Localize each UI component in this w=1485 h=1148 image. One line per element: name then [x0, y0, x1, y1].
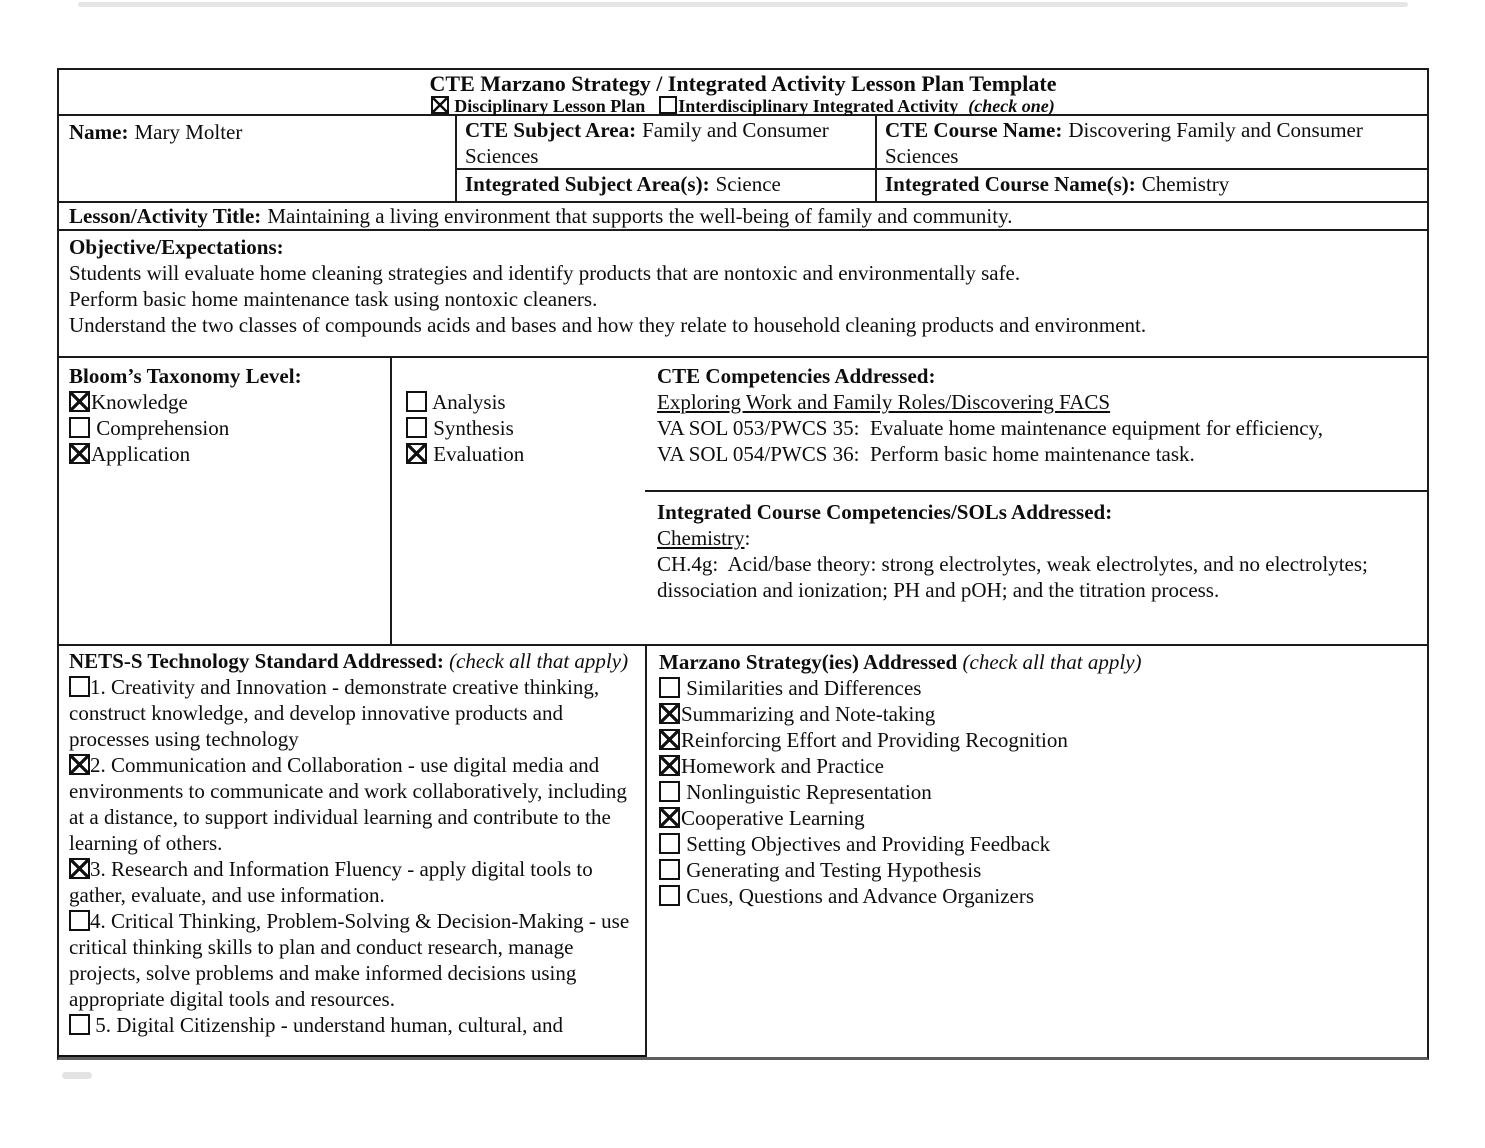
marzano-item-reinforcing	[659, 727, 1415, 753]
marzano-item-setting-objectives	[659, 831, 1415, 857]
cues-checkbox	[659, 885, 680, 906]
marzano-item-cues	[659, 883, 1415, 909]
scan-artifact-bottom	[62, 1072, 92, 1079]
info-right	[457, 116, 1427, 201]
objective-line: Perform basic home maintenance task using nontoxic cleaners.	[69, 287, 598, 311]
integrated-course-value: Chemistry	[1141, 172, 1230, 196]
similarities-checkbox	[659, 677, 680, 698]
application-checkbox	[69, 443, 90, 464]
checkbox-label: Synthesis	[428, 416, 514, 440]
nets-item-text: 5. Digital Citizenship - understand human, cultural, and	[90, 1013, 563, 1037]
cte-course-label: CTE Course Name:	[885, 118, 1063, 142]
integrated-subject-value: Science	[715, 172, 781, 196]
bloom-heading: Bloom’s Taxonomy Level:	[69, 364, 302, 388]
lesson-plan-table	[57, 68, 1429, 1060]
checkbox-label: Cues, Questions and Advance Organizers	[681, 884, 1035, 908]
bloom-item-evaluation	[406, 441, 635, 467]
scan-artifact-top	[78, 2, 1408, 7]
integrated-course-line	[657, 525, 1415, 551]
disciplinary-checkbox	[431, 96, 449, 114]
objective-heading: Objective/Expectations:	[69, 235, 284, 259]
knowledge-checkbox	[69, 391, 90, 412]
marzano-heading-italic: (check all that apply)	[962, 650, 1142, 674]
integrated-row	[457, 170, 1427, 201]
bloom-item-analysis	[406, 389, 635, 415]
check-one-row	[59, 96, 1427, 117]
checkbox-label: Cooperative Learning	[681, 806, 865, 830]
marzano-strategies-cell	[647, 646, 1427, 1057]
bloom-item-knowledge	[69, 389, 380, 415]
integrated-competencies-section	[645, 490, 1427, 644]
objective-line: Students will evaluate home cleaning strategies and identify products that are nontoxic and environmentally safe.	[69, 261, 1021, 285]
cte-competency-line: VA SOL 053/PWCS 35: Evaluate home maintenance equipment for efficiency,	[657, 416, 1324, 440]
bloom-item-comprehension	[69, 415, 380, 441]
marzano-item-cooperative	[659, 805, 1415, 831]
cooperative-checkbox	[659, 807, 680, 828]
checkbox-label: Analysis	[428, 390, 506, 414]
nets-heading	[69, 648, 636, 674]
cte-subject-value: Family and Consumer Sciences	[465, 118, 829, 168]
nets-item-text: 4. Critical Thinking, Problem-Solving & Decision-Making - use critical thinking skills to plan and conduct research, manage projects, solve problems and make informed decisions using appropriate digital tools and resources.	[69, 909, 635, 1011]
marzano-item-homework	[659, 753, 1415, 779]
nets-item-text: 3. Research and Information Fluency - apply digital tools to gather, evaluate, and use information.	[69, 857, 598, 907]
setting-objectives-checkbox	[659, 833, 680, 854]
checkbox-label: Evaluation	[428, 442, 525, 466]
evaluation-checkbox	[406, 443, 427, 464]
integrated-course-colon: :	[744, 526, 751, 550]
cte-competency-line: VA SOL 054/PWCS 36: Perform basic home maintenance task.	[657, 442, 1195, 466]
checkbox-label: Generating and Testing Hypothesis	[681, 858, 982, 882]
reinforcing-checkbox	[659, 729, 680, 750]
nets-item-3	[69, 856, 636, 908]
bloom-taxonomy-cell-2	[392, 358, 645, 644]
marzano-item-similarities	[659, 675, 1415, 701]
checkbox-label: Setting Objectives and Providing Feedback	[681, 832, 1051, 856]
marzano-item-generating	[659, 857, 1415, 883]
document-title: CTE Marzano Strategy / Integrated Activity Lesson Plan Template	[429, 71, 1057, 96]
disciplinary-label: Disciplinary Lesson Plan	[454, 96, 646, 116]
checkbox-label: Knowledge	[91, 390, 188, 414]
cte-subject-label: CTE Subject Area:	[465, 118, 637, 142]
cte-course-value: Discovering Family and Consumer Sciences	[885, 118, 1363, 168]
competencies-cell	[645, 358, 1427, 644]
cte-subject-cell	[457, 116, 877, 168]
nets-checkbox-1	[69, 676, 90, 697]
nets-checkbox-4	[69, 910, 90, 931]
nets-checkbox-3	[69, 858, 90, 879]
nets-item-text: 2. Communication and Collaboration - use digital media and environments to communicate and work collaboratively, including at a distance, to support individual learning and contribute to the learning of others.	[69, 753, 633, 855]
cte-competencies-source: Exploring Work and Family Roles/Discovering FACS	[657, 390, 1111, 414]
nets-item-4	[69, 908, 636, 1012]
integrated-course-cell	[877, 170, 1427, 201]
integrated-course-name: Chemistry	[657, 526, 745, 550]
marzano-item-nonlinguistic	[659, 779, 1415, 805]
nonlinguistic-checkbox	[659, 781, 680, 802]
checkbox-label: Similarities and Differences	[681, 676, 922, 700]
integrated-competencies-heading: Integrated Course Competencies/SOLs Addressed:	[657, 500, 1113, 524]
checkbox-label: Summarizing and Note-taking	[681, 702, 936, 726]
cte-course-cell	[877, 116, 1427, 168]
name-value: Mary Molter	[134, 120, 243, 144]
nets-heading-bold: NETS-S Technology Standard Addressed:	[69, 649, 444, 673]
bloom-item-application	[69, 441, 380, 467]
integrated-subject-label: Integrated Subject Area(s):	[465, 172, 710, 196]
nets-heading-italic: (check all that apply)	[449, 649, 629, 673]
nets-item-2	[69, 752, 636, 856]
nets-item-text: 1. Creativity and Innovation - demonstrate creative thinking, construct knowledge, and develop innovative products and processes using technology	[69, 675, 605, 751]
generating-checkbox	[659, 859, 680, 880]
nets-checkbox-2	[69, 754, 90, 775]
integrated-competency-body: CH.4g: Acid/base theory: strong electrolytes, weak electrolytes, and no electrolytes; dissociation and ionization; PH and pOH; and the titration process.	[657, 552, 1374, 602]
comprehension-checkbox	[69, 417, 90, 438]
integrated-course-label: Integrated Course Name(s):	[885, 172, 1136, 196]
table-header	[59, 70, 1427, 116]
nets-standard-cell	[59, 646, 647, 1057]
objective-section	[59, 231, 1427, 358]
analysis-checkbox	[406, 391, 427, 412]
checkbox-label: Application	[91, 442, 191, 466]
info-grid	[59, 116, 1427, 203]
bloom-item-synthesis	[406, 415, 635, 441]
lesson-title-row	[59, 203, 1427, 231]
bottom-section	[59, 646, 1427, 1057]
synthesis-checkbox	[406, 417, 427, 438]
name-label: Name:	[69, 120, 129, 144]
checkbox-label: Nonlinguistic Representation	[681, 780, 932, 804]
cte-competencies-heading: CTE Competencies Addressed:	[657, 364, 936, 388]
check-one-note: (check one)	[968, 96, 1055, 116]
subject-row	[457, 116, 1427, 170]
cte-competencies-section	[645, 358, 1427, 490]
lesson-title-label: Lesson/Activity Title:	[69, 204, 262, 228]
nets-item-5	[69, 1012, 636, 1038]
nets-item-1	[69, 674, 636, 752]
objective-line: Understand the two classes of compounds acids and bases and how they relate to household cleaning products and environment.	[69, 313, 1147, 337]
nets-checkbox-5	[69, 1014, 90, 1035]
middle-section	[59, 358, 1427, 646]
checkbox-label: Comprehension	[91, 416, 230, 440]
homework-checkbox	[659, 755, 680, 776]
lesson-title-value: Maintaining a living environment that supports the well-being of family and community.	[267, 204, 1013, 228]
name-cell	[59, 116, 457, 201]
bloom-taxonomy-cell	[59, 358, 392, 644]
checkbox-label: Homework and Practice	[681, 754, 884, 778]
marzano-item-summarizing	[659, 701, 1415, 727]
interdisciplinary-checkbox	[659, 96, 677, 114]
interdisciplinary-label: Interdisciplinary Integrated Activity	[678, 96, 959, 116]
checkbox-label: Reinforcing Effort and Providing Recognition	[681, 728, 1068, 752]
marzano-heading-bold: Marzano Strategy(ies) Addressed	[659, 650, 958, 674]
marzano-heading	[659, 649, 1415, 675]
integrated-subject-cell	[457, 170, 877, 201]
summarizing-checkbox	[659, 703, 680, 724]
